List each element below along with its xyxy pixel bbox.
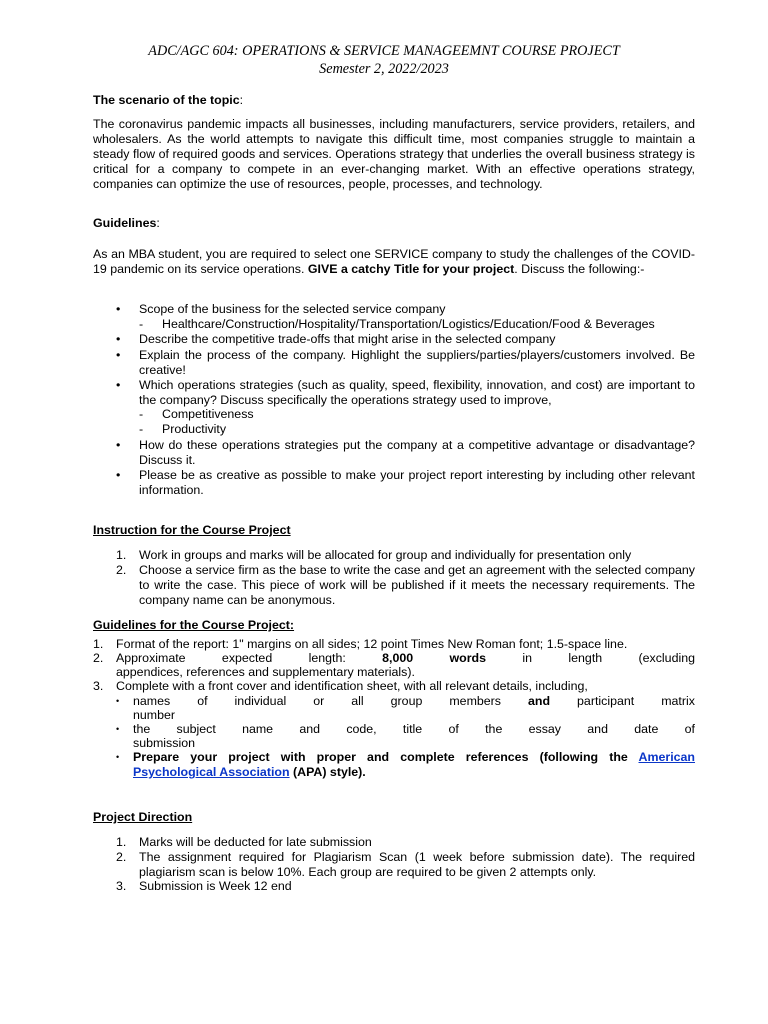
cover-sub-names-line1: names of individual or all group members and participant matrix <box>133 694 695 708</box>
direction-number: 3. <box>116 879 127 893</box>
bullet-marker: • <box>116 348 121 362</box>
length-number: 2. <box>93 651 104 665</box>
format-item: Format of the report: 1" margins on all sides; 12 point Times New Roman font; 1.5-space line. <box>116 637 628 651</box>
guideline-bullet-creative: Please be as creative as possible to make your project report interesting by including other relevant information. <box>139 468 695 497</box>
guideline-bullet-process: Explain the process of the company. Highlight the suppliers/parties/players/customers involved. Be creative! <box>139 348 695 377</box>
cover-number: 3. <box>93 679 104 693</box>
direction-item-submission: Submission is Week 12 end <box>139 879 292 893</box>
guidelines-intro: As an MBA student, you are required to select one SERVICE company to study the challenges of the COVID-19 pandemic on its service operations. GIVE a catchy Title for your project. Discuss the following:- <box>93 247 695 276</box>
guideline-bullet-scope: Scope of the business for the selected service company <box>139 302 446 316</box>
sub-bullet-productivity: - Productivity <box>139 422 227 436</box>
instruction-heading: Instruction for the Course Project <box>93 523 291 537</box>
bullet-marker: • <box>116 438 121 452</box>
length-item-line2: appendices, references and supplementary materials). <box>116 665 415 679</box>
bullet-marker: • <box>116 752 120 762</box>
guideline-bullet-strategies: Which operations strategies (such as quality, speed, flexibility, innovation, and cost) are important to the company? Discuss specifically the operations strategy used to improve, <box>139 378 695 407</box>
direction-item-late: Marks will be deducted for late submission <box>139 835 372 849</box>
direction-number: 1. <box>116 835 127 849</box>
format-number: 1. <box>93 637 104 651</box>
cover-sub-references: Prepare your project with proper and complete references (following the American Psychological Association (APA) style). <box>133 750 695 779</box>
bullet-marker: • <box>116 302 121 316</box>
course-title: ADC/AGC 604: OPERATIONS & SERVICE MANAGEEMNT COURSE PROJECT <box>148 43 620 59</box>
instruction-number: 2. <box>116 563 127 577</box>
guideline-bullet-tradeoffs: Describe the competitive trade-offs that might arise in the selected company <box>139 332 556 346</box>
semester-line: Semester 2, 2022/2023 <box>319 61 449 77</box>
cover-sub-subject-line2: submission <box>133 736 195 750</box>
instruction-item-groups: Work in groups and marks will be allocated for group and individually for presentation only <box>139 548 632 562</box>
bullet-marker: • <box>116 696 120 706</box>
bullet-marker: • <box>116 724 120 734</box>
direction-item-plagiarism: The assignment required for Plagiarism Scan (1 week before submission date). The required plagiarism scan is below 10%. Each group are required to be given 2 attempts only. <box>139 850 695 879</box>
apa-link[interactable]: American Psychological Association <box>133 750 695 779</box>
instruction-item-service-firm: Choose a service firm as the base to write the case and get an agreement with the selected company to write the case. This piece of work will be published if it meets the necessary requirements. The company name can be anonymous. <box>139 563 695 607</box>
cover-sub-names-line2: number <box>133 708 176 722</box>
course-guidelines-heading: Guidelines for the Course Project: <box>93 618 295 632</box>
bullet-marker: • <box>116 468 121 482</box>
scenario-paragraph: The coronavirus pandemic impacts all businesses, including manufacturers, service providers, retailers, and wholesalers. As the world attempts to navigate this difficult time, most companies struggle to maintain a steady flow of required goods and services. Operations strategy that underlies the overall business strategy is critical for a company to compete in an ever-changing market. With an effective operations strategy, companies can optimize the use of resources, people, processes, and technology. <box>93 117 695 191</box>
scenario-heading: The scenario of the topic: <box>93 93 244 107</box>
guideline-bullet-advantage: How do these operations strategies put the company at a competitive advantage or disadvantage? Discuss it. <box>139 438 695 467</box>
guidelines-heading: Guidelines: <box>93 216 160 230</box>
sub-bullet-competitiveness: - Competitiveness <box>139 407 254 421</box>
sub-bullet-industries: - Healthcare/Construction/Hospitality/Transportation/Logistics/Education/Food & Beverages <box>139 317 655 331</box>
cover-sub-subject-line1: the subject name and code, title of the essay and date of <box>133 722 695 736</box>
cover-item: Complete with a front cover and identification sheet, with all relevant details, including, <box>116 679 588 693</box>
bullet-marker: • <box>116 378 121 392</box>
bullet-marker: • <box>116 332 121 346</box>
length-item-line1: Approximate expected length: 8,000 words in length (excluding <box>116 651 695 665</box>
direction-number: 2. <box>116 850 127 864</box>
instruction-number: 1. <box>116 548 127 562</box>
direction-heading: Project Direction <box>93 810 193 824</box>
